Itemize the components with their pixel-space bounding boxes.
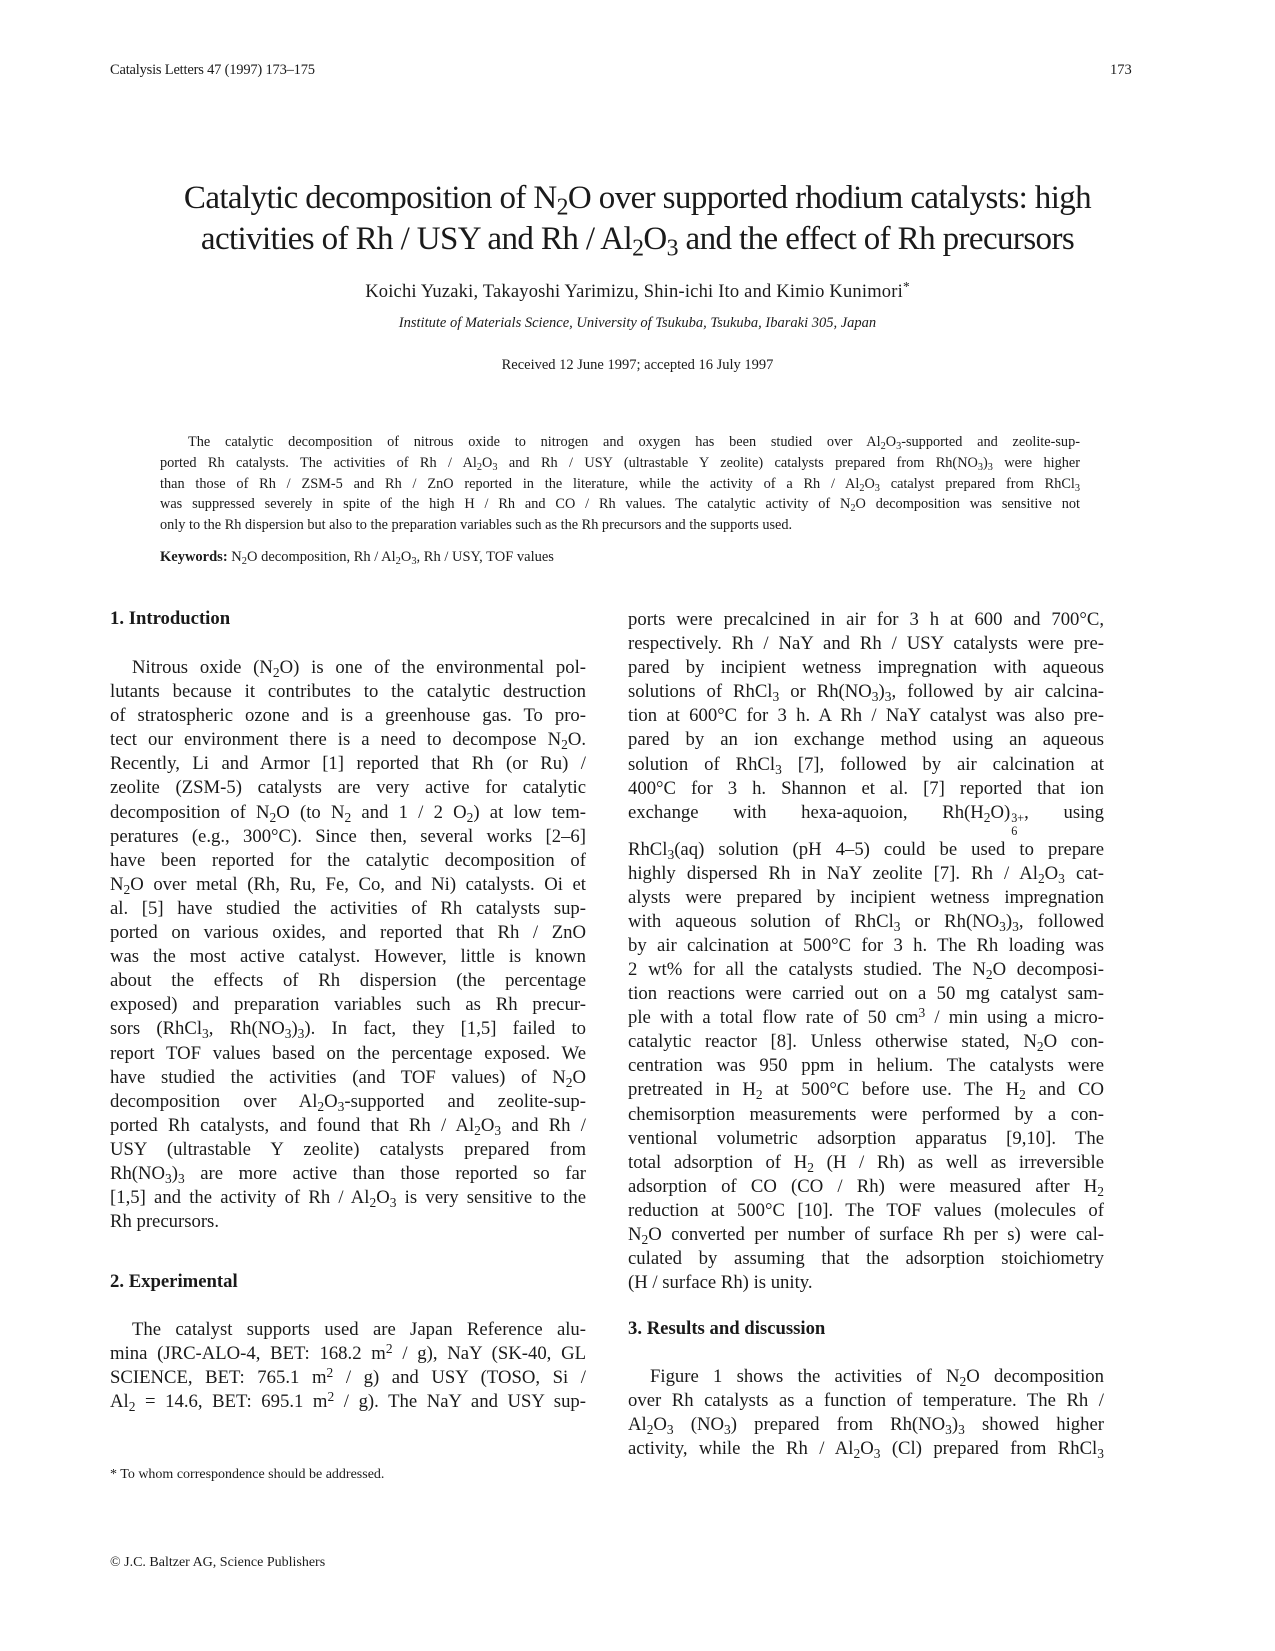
text-line: 400°C for 3 h. Shannon et al. [7] reported that ion bbox=[628, 777, 1104, 799]
title-line: Catalytic decomposition of $N_2O$ over supported rhodium catalysts: high bbox=[183, 180, 1092, 221]
section-heading-results: 3. Results and discussion bbox=[628, 1318, 826, 1339]
text-line: ported Rh catalysts, and found that Rh / $Al_2O_3$ and Rh / bbox=[110, 1114, 587, 1138]
experimental-body-left bbox=[110, 1318, 586, 1414]
text-line: solutions of RhCl$_3$ or $Rh(NO_3)_3$, followed by air calcina- bbox=[628, 681, 1104, 705]
text-line: respectively. Rh / NaY and Rh / USY catalysts were pre- bbox=[628, 633, 1104, 655]
text-line: mina (JRC-ALO-4, BET: 168.2 $m^2 / g$), NaY (SK-40, GL bbox=[110, 1341, 586, 1365]
text-line: centration was 950 ppm in helium. The catalysts were bbox=[628, 1055, 1104, 1077]
text-line: alysts were prepared by incipient wetness impregnation bbox=[628, 886, 1104, 908]
text-line: USY (ultrastable Y zeolite) catalysts prepared from bbox=[110, 1138, 586, 1160]
text-line: with aqueous solution of RhCl$_3$ or $Rh(NO_3)_3$, followed bbox=[628, 910, 1104, 934]
text-line: 2 wt% for all the catalysts studied. The $N_2O$ decomposi- bbox=[628, 959, 1104, 982]
text-line: decomposition of $N_2O$ (to $N_2$ and 1 / 2 $O_2$) at low tem- bbox=[110, 801, 586, 825]
section-heading-experimental: 2. Experimental bbox=[110, 1271, 238, 1292]
text-line: zeolite (ZSM-5) catalysts are very active for catalytic bbox=[110, 777, 586, 799]
text-line: $Al_2 = 14.6$, BET: 695.1 $m^2 / g$). The NaY and USY sup- bbox=[110, 1389, 586, 1415]
text-line: have studied the activities (and TOF values) of $N_2O$ bbox=[110, 1066, 586, 1090]
text-line: reduction at 500°C [10]. The TOF values (molecules of bbox=[628, 1199, 1104, 1221]
text-line: pared by an ion exchange method using an aqueous bbox=[628, 729, 1104, 751]
copyright: © J.C. Baltzer AG, Science Publishers bbox=[110, 1555, 326, 1570]
keywords bbox=[160, 549, 554, 566]
author-list: Koichi Yuzaki, Takayoshi Yarimizu, Shin-ichi Ito and Kimio Kunimori* bbox=[365, 279, 910, 302]
section-heading-introduction: 1. Introduction bbox=[110, 608, 231, 629]
text-line: by air calcination at 500°C for 3 h. The Rh loading was bbox=[628, 934, 1104, 956]
running-head: Catalysis Letters 47 (1997) 173–175 bbox=[110, 62, 315, 78]
abstract bbox=[160, 432, 1080, 536]
article-title bbox=[0, 178, 1275, 260]
abstract-line: only to the Rh dispersion but also to the preparation variables such as the Rh precursors and the supports used. bbox=[160, 517, 793, 534]
text-line: tect our environment there is a need to decompose $N_2O$. bbox=[110, 729, 586, 753]
text-line: $Al_2O_3$ $(NO_3)$ prepared from $Rh(NO_3)_3$ showed higher bbox=[628, 1414, 1104, 1437]
text-line: culated by assuming that the adsorption stoichiometry bbox=[628, 1248, 1104, 1270]
text-line: activity, while the Rh / $Al_2O_3$ (Cl) prepared from RhCl$_3$ bbox=[628, 1438, 1104, 1462]
text-line: $N_2O$ converted per number of surface Rh per s) were cal- bbox=[628, 1224, 1104, 1247]
text-line: Rh precursors. bbox=[110, 1211, 219, 1233]
text-line: lutants because it contributes to the catalytic destruction bbox=[110, 681, 586, 703]
text-line: ple with a total flow rate of 50 $cm^3$ / min using a micro- bbox=[628, 1005, 1104, 1029]
text-line: Figure 1 shows the activities of $N_2O$ decomposition bbox=[650, 1366, 1104, 1389]
text-line: report TOF values based on the percentage exposed. We bbox=[110, 1042, 586, 1064]
text-line: ventional volumetric adsorption apparatus [9,10]. The bbox=[628, 1127, 1104, 1149]
text-line: RhCl$_3$(aq) solution (pH 4–5) could be used to prepare bbox=[628, 838, 1104, 862]
experimental-body-right bbox=[628, 608, 1104, 1295]
abstract-line: The catalytic decomposition of nitrous oxide to nitrogen and oxygen has been studied over $Al_2O_3$-supported and zeolite-sup- bbox=[188, 434, 1080, 452]
text-line: decomposition over $Al_2O_3$-supported and zeolite-sup- bbox=[110, 1090, 586, 1114]
text-line: exposed) and preparation variables such as Rh precur- bbox=[110, 994, 586, 1016]
text-line: tion at 600°C for 3 h. A Rh / NaY catalyst was also pre- bbox=[628, 705, 1104, 727]
text-line: $N_2O$ over metal (Rh, Ru, Fe, Co, and Ni) catalysts. Oi et bbox=[110, 873, 586, 897]
text-line: over Rh catalysts as a function of temperature. The Rh / bbox=[628, 1390, 1104, 1412]
text-line: (H / surface Rh) is unity. bbox=[628, 1272, 813, 1294]
text-line: [1,5] and the activity of Rh / $Al_2O_3$ is very sensitive to the bbox=[110, 1187, 586, 1210]
text-line: peratures (e.g., 300°C). Since then, several works [2–6] bbox=[110, 825, 586, 847]
text-line: al. [5] have studied the activities of Rh catalysts sup- bbox=[110, 897, 586, 919]
text-line: about the effects of Rh dispersion (the percentage bbox=[110, 970, 586, 992]
page-number: 173 bbox=[1110, 62, 1132, 78]
title-line: activities of Rh / USY and Rh / $Al_2O_3$ and the effect of Rh precursors bbox=[200, 221, 1075, 262]
text-line: total adsorption of $H_2$ (H / Rh) as well as irreversible bbox=[628, 1151, 1105, 1175]
text-line: ports were precalcined in air for 3 h at 600 and 700°C, bbox=[628, 609, 1104, 630]
text-line: catalytic reactor [8]. Unless otherwise stated, $N_2O$ con- bbox=[628, 1031, 1104, 1055]
text-line: ported on various oxides, and reported that Rh / ZnO bbox=[110, 922, 586, 944]
affiliation: Institute of Materials Science, University of Tsukuba, Tsukuba, Ibaraki 305, Japan bbox=[398, 315, 877, 331]
abstract-line: ported Rh catalysts. The activities of Rh / $Al_2O_3$ and Rh / USY (ultrastable Y zeolite) catalysts prepared from $Rh(NO_3)_3$ were higher bbox=[160, 454, 1080, 473]
text-line: pared by incipient wetness impregnation with aqueous bbox=[628, 657, 1104, 679]
abstract-line: was suppressed severely in spite of the high H / Rh and CO / Rh values. The catalytic activity of $N_2O$ decomposition was sensitive not bbox=[160, 496, 1080, 515]
keywords-list: $N_2O$ decomposition, Rh / $Al_2O_3$, Rh / USY, TOF values bbox=[231, 549, 554, 567]
text-line: adsorption of CO (CO / Rh) were measured after $H_2$ bbox=[628, 1175, 1104, 1199]
text-line: pretreated in $H_2$ at 500°C before use. The $H_2$ and CO bbox=[628, 1079, 1104, 1103]
text-line: tion reactions were carried out on a 50 mg catalyst sam- bbox=[628, 983, 1104, 1005]
text-line: The catalyst supports used are Japan Reference alu- bbox=[132, 1319, 586, 1340]
text-line: chemisorption measurements were performed by a con- bbox=[628, 1103, 1104, 1125]
text-line: have been reported for the catalytic decomposition of bbox=[110, 849, 586, 871]
text-line: Recently, Li and Armor [1] reported that Rh (or Ru) / bbox=[110, 753, 586, 775]
text-line: $Rh(NO_3)_3$ are more active than those reported so far bbox=[110, 1162, 586, 1186]
abstract-line: than those of Rh / ZSM-5 and Rh / ZnO reported in the literature, while the activity of a Rh / $Al_2O_3$ catalyst prepared from RhCl$_3$ bbox=[160, 475, 1080, 494]
text-line: solution of RhCl$_3$ [7], followed by air calcination at bbox=[628, 753, 1104, 777]
footnote: * To whom correspondence should be addressed. bbox=[110, 1467, 385, 1482]
results-body bbox=[628, 1365, 1104, 1461]
text-line: highly dispersed Rh in NaY zeolite [7]. Rh / $Al_2O_3$ cat- bbox=[628, 862, 1104, 886]
text-line: SCIENCE, BET: 765.1 $m^2 / g$) and USY (TOSO, Si / bbox=[110, 1365, 586, 1389]
keywords-label: Keywords: bbox=[160, 549, 228, 565]
text-line: exchange with hexa-aquoion, $Rh(H_2O)$ 3+ 6 , using bbox=[628, 801, 1104, 838]
text-line: sors (RhCl$_3$, $Rh(NO_3)_3$). In fact, they [1,5] failed to bbox=[110, 1018, 586, 1042]
received-dates: Received 12 June 1997; accepted 16 July 1997 bbox=[501, 357, 774, 373]
introduction-body bbox=[110, 656, 586, 1234]
text-line: of stratospheric ozone and is a greenhouse gas. To pro- bbox=[110, 705, 586, 727]
text-line: was the most active catalyst. However, little is known bbox=[110, 946, 586, 968]
text-line: Nitrous oxide $(N_2O)$ is one of the environmental pol- bbox=[132, 657, 586, 680]
